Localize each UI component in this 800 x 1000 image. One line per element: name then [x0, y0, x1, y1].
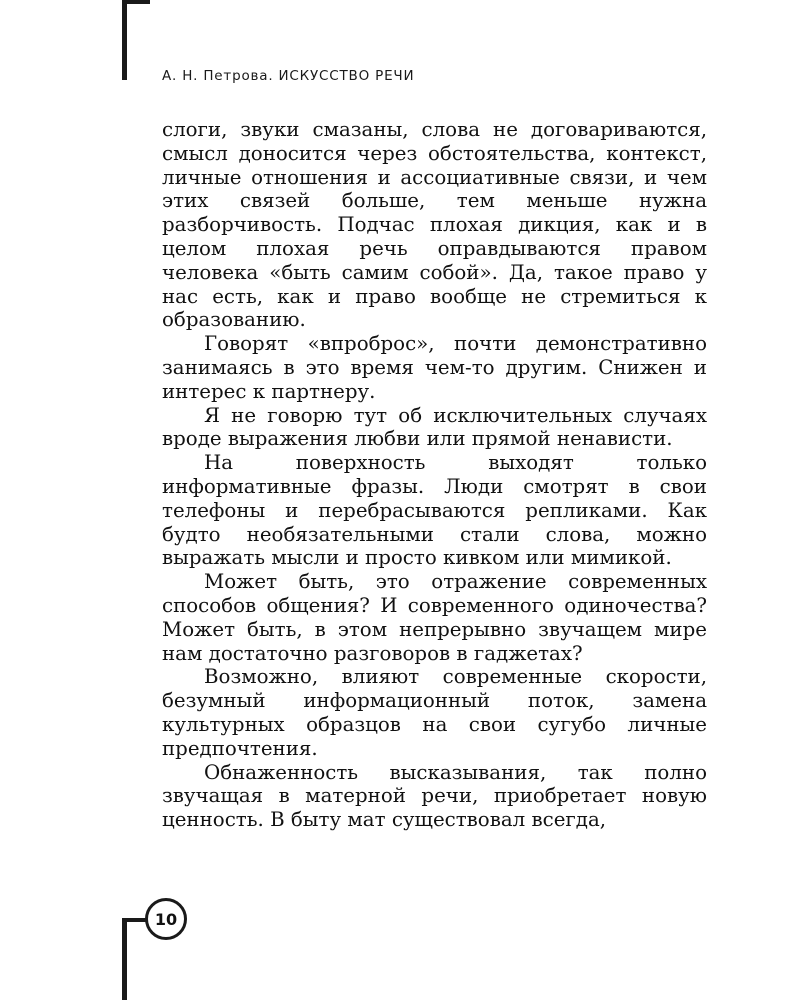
paragraph: Может быть, это отражение современных способов общения? И современного одиночества? Может быть, в этом непрерывно звучащем мире нам достаточно разговоров в гаджетах? [162, 570, 707, 665]
frame-rule-bottom-vertical [122, 918, 127, 1000]
paragraph: На поверхность выходят только информативные фразы. Люди смотрят в свои телефоны и перебрасываются репликами. Как будто необязательными стали слова, можно выражать мысли и просто кивком или мимикой. [162, 451, 707, 570]
frame-rule-top-horizontal [122, 0, 150, 4]
paragraph-continued: слоги, звуки смазаны, слова не договариваются, смысл доносится через обстоятельства, контекст, личные отношения и ассоциативные связи, и чем этих связей больше, тем меньше нужна разборчивость. Подчас плохая дикция, как и в целом плохая речь оправдываются правом человека «быть самим собой». Да, такое право у нас есть, как и право вообще не стремиться к образованию. [162, 118, 707, 332]
running-head: А. Н. Петрова. ИСКУССТВО РЕЧИ [162, 68, 415, 84]
frame-rule-top-vertical [122, 0, 127, 80]
paragraph: Говорят «впроброс», почти демонстративно занимаясь в это время чем-то другим. Снижен и интерес к партнеру. [162, 332, 707, 403]
body-text [162, 118, 707, 832]
page-number: 10 [145, 898, 187, 940]
paragraph: Возможно, влияют современные скорости, безумный информационный поток, замена культурных образцов на свои сугубо личные предпочтения. [162, 665, 707, 760]
paragraph: Обнаженность высказывания, так полно звучащая в матерной речи, приобретает новую ценность. В быту мат существовал всегда, [162, 760, 707, 832]
paragraph: Я не говорю тут об исключительных случаях вроде выражения любви или прямой ненависти. [162, 403, 707, 451]
